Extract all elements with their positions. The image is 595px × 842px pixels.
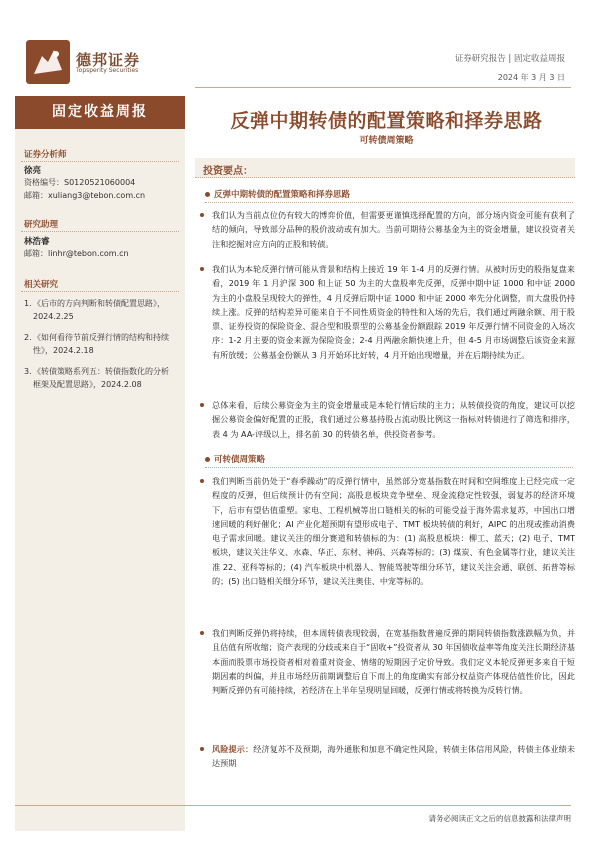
bullet-paragraph [200, 626, 575, 697]
bullet-icon [200, 631, 204, 635]
related-item-number: 2. [24, 333, 32, 342]
analyst-name: 徐亮 [24, 166, 42, 176]
assistant-label: 研究助理 [24, 220, 59, 230]
section-title [205, 453, 265, 465]
bullet-icon [200, 479, 204, 483]
analyst-cert: 资格编号：S0120521060004 [24, 178, 136, 187]
sidebar-divider [21, 161, 179, 162]
related-item[interactable] [24, 332, 176, 357]
section-divider [205, 467, 573, 468]
key-points-label: 投资要点： [203, 166, 253, 177]
header-divider [195, 87, 571, 88]
bullet-icon [200, 747, 204, 751]
related-item[interactable] [24, 366, 176, 391]
bullet-icon [200, 403, 204, 407]
sidebar-title: 固定收益周报 [15, 96, 185, 129]
bullet-text: 我们判断反弹仍将持续，但本周转债表现较弱，在宽基指数普遍反弹的期间转债指数涨跌幅为负，并且估值有所收缩；资产表现的分歧或来自于“固收+”投资者从 30 年国债收益率等角度关注长期经济基本面而股票市场投资者相对着重对资金、情绪的短期因子定价导致。我们定义本轮反弹更多来自于短期因素的纠偏，并且市场经历前期调整后自下而上的角度确实有部分权益资产体现估值性价比，因此判断反弹仍有可能持续，若经济在上半年呈现明显回暖，反弹行情或将转换为反转行情。 [212, 628, 575, 696]
sidebar-divider [21, 231, 179, 232]
section-divider [205, 202, 573, 203]
footer-divider [15, 805, 571, 806]
report-subtitle: 可转债周策略 [359, 136, 414, 146]
sidebar-divider [21, 291, 179, 292]
sidebar [15, 96, 185, 831]
risk-text: 经济复苏不及预期，海外通胀和加息不确定性风险，转债主体信用风险，转债主体业绩未达预期 [212, 744, 575, 769]
company-name-en: Topsperity Securities [76, 67, 139, 74]
bullet-paragraph [200, 208, 575, 251]
related-item-number: 1. [24, 299, 32, 308]
bullet-paragraph [200, 398, 575, 441]
related-item-text: 《后市的方向判断和转债配置思路》，2024.2.25 [33, 299, 165, 321]
section-title-text: 可转债周策略 [214, 455, 266, 465]
risk-label: 风险提示： [212, 744, 254, 754]
company-logo-icon [26, 40, 70, 84]
bullet-icon [200, 213, 204, 217]
bullet-paragraph [200, 262, 575, 362]
analyst-email: 邮箱：xuliang3@tebon.com.cn [24, 191, 146, 200]
assistant-name: 林浩睿 [24, 237, 50, 247]
report-title: 反弹中期转债的配置策略和择券思路 [230, 110, 543, 132]
bullet-text: 总体来看，后续公募资金为主的资金增量或是本轮行情后续的主力；从转债投资的角度，建议可以挖掘公募资金偏好配置的正股，我们通过公募基持股占流动股比例这一指标对转债进行了筛选和排序，表 4 为 AA-评级以上，排名前 30 的转债名单，供投资者参考。 [212, 400, 575, 439]
company-name: 德邦证券 [76, 51, 141, 69]
related-label: 相关研究 [24, 280, 59, 290]
bullet-icon [200, 267, 204, 271]
related-item-number: 3. [24, 367, 32, 376]
bullet-paragraph [200, 474, 575, 588]
bullet-text: 我们认为当前点位仍有较大的博弈价值，但需要更谨慎选择配置的方向，部分场内资金可能有获利了结的倾向，导致部分品种的股价波动或有加大。当前可期待公募基金为主的资金增量，建议投资者关注和挖掘对应方向的正股和转债。 [212, 210, 575, 249]
page-header [0, 0, 595, 92]
section-dot-icon [205, 192, 210, 197]
section-dot-icon [205, 457, 210, 462]
footer-disclaimer[interactable]: 请务必阅读正文之后的信息披露和法律声明 [428, 814, 571, 823]
section-title-text: 反弹中期转债的配置策略和择券思路 [214, 190, 351, 200]
bullet-text: 我们判断当前仍处于“春季躁动”的反弹行情中，虽然部分宽基指数在时间和空间维度上已经完成一定程度的反弹，但后续预计仍有空间；高股息板块竞争壁垒、现金流稳定性较强，弱复苏的经济环境下，后市有望估值重塑。家电、工程机械等出口链相关的标的可能受益于海外需求复苏，中国出口增速回暖的利好催化；AI 产业化超预期有望形成电子、TMT 板块转债的利好，AIPC 的出现或推动消费电子需求回暖。建议关注的细分赛道和转债标的为：(1) 高股息板块：柳工、蓝天；(2) 电子、TMT 板块，建议关注华义、水森、华正、东材、神码、兴森等标的；(3) 煤炭、有色金属等行业，建议关注准 22、亚科等标的；(4) 汽车板块中机器人、智能驾驶等细分环节，建议关注会通、联创、拓普等标的；(5) 出口链相关细分环节，建议关注奥佳、中宠等标的。 [212, 476, 575, 587]
related-item-text: 《如何看待节前反弹行情的结构和持续性》，2024.2.18 [33, 333, 169, 355]
section-title [205, 188, 350, 200]
analyst-label: 证券分析师 [24, 150, 67, 160]
related-item[interactable] [24, 298, 176, 323]
report-date: 2024 年 3 月 3 日 [497, 73, 565, 82]
risk-paragraph [200, 742, 575, 771]
report-type: 证券研究报告 | 固定收益周报 [454, 54, 565, 64]
related-item-text: 《转债策略系列五：转债指数化的分析框架及配置思路》，2024.2.08 [33, 367, 169, 389]
bullet-text: 我们认为本轮反弹行情可能从背景和结构上接近 19 年 1-4 月的反弹行情。从被时历史的股指复盘来看，2019 年 1 月沪深 300 和上证 50 为主的大盘股率先反弹，反弹中期中证 1000 和中证 2000 为主的小盘股呈现较大的弹性，4 月反弹后期中证 1000 和中证 2000 率先分化调整，而大盘股仍持续上涨。反弹的结构差异可能来自于不同性质资金的特性和入场的先后，我们通过两融余额、用于股票、证券投资的保险资金、混合型和股票型的公募基金份额跟踪 2019 年反弹行情不同资金的入场次序：1-2 月主要的资金来源为保险资金；2-4 月两融余额快速上升，但 4-5 月市场调整后该资金来源有所放缓；公募基金份额从 3 月开始环比好转，4 月开始出现增量，并在后期持续为正。 [212, 264, 575, 360]
assistant-email: 邮箱：linhr@tebon.com.cn [24, 249, 129, 258]
